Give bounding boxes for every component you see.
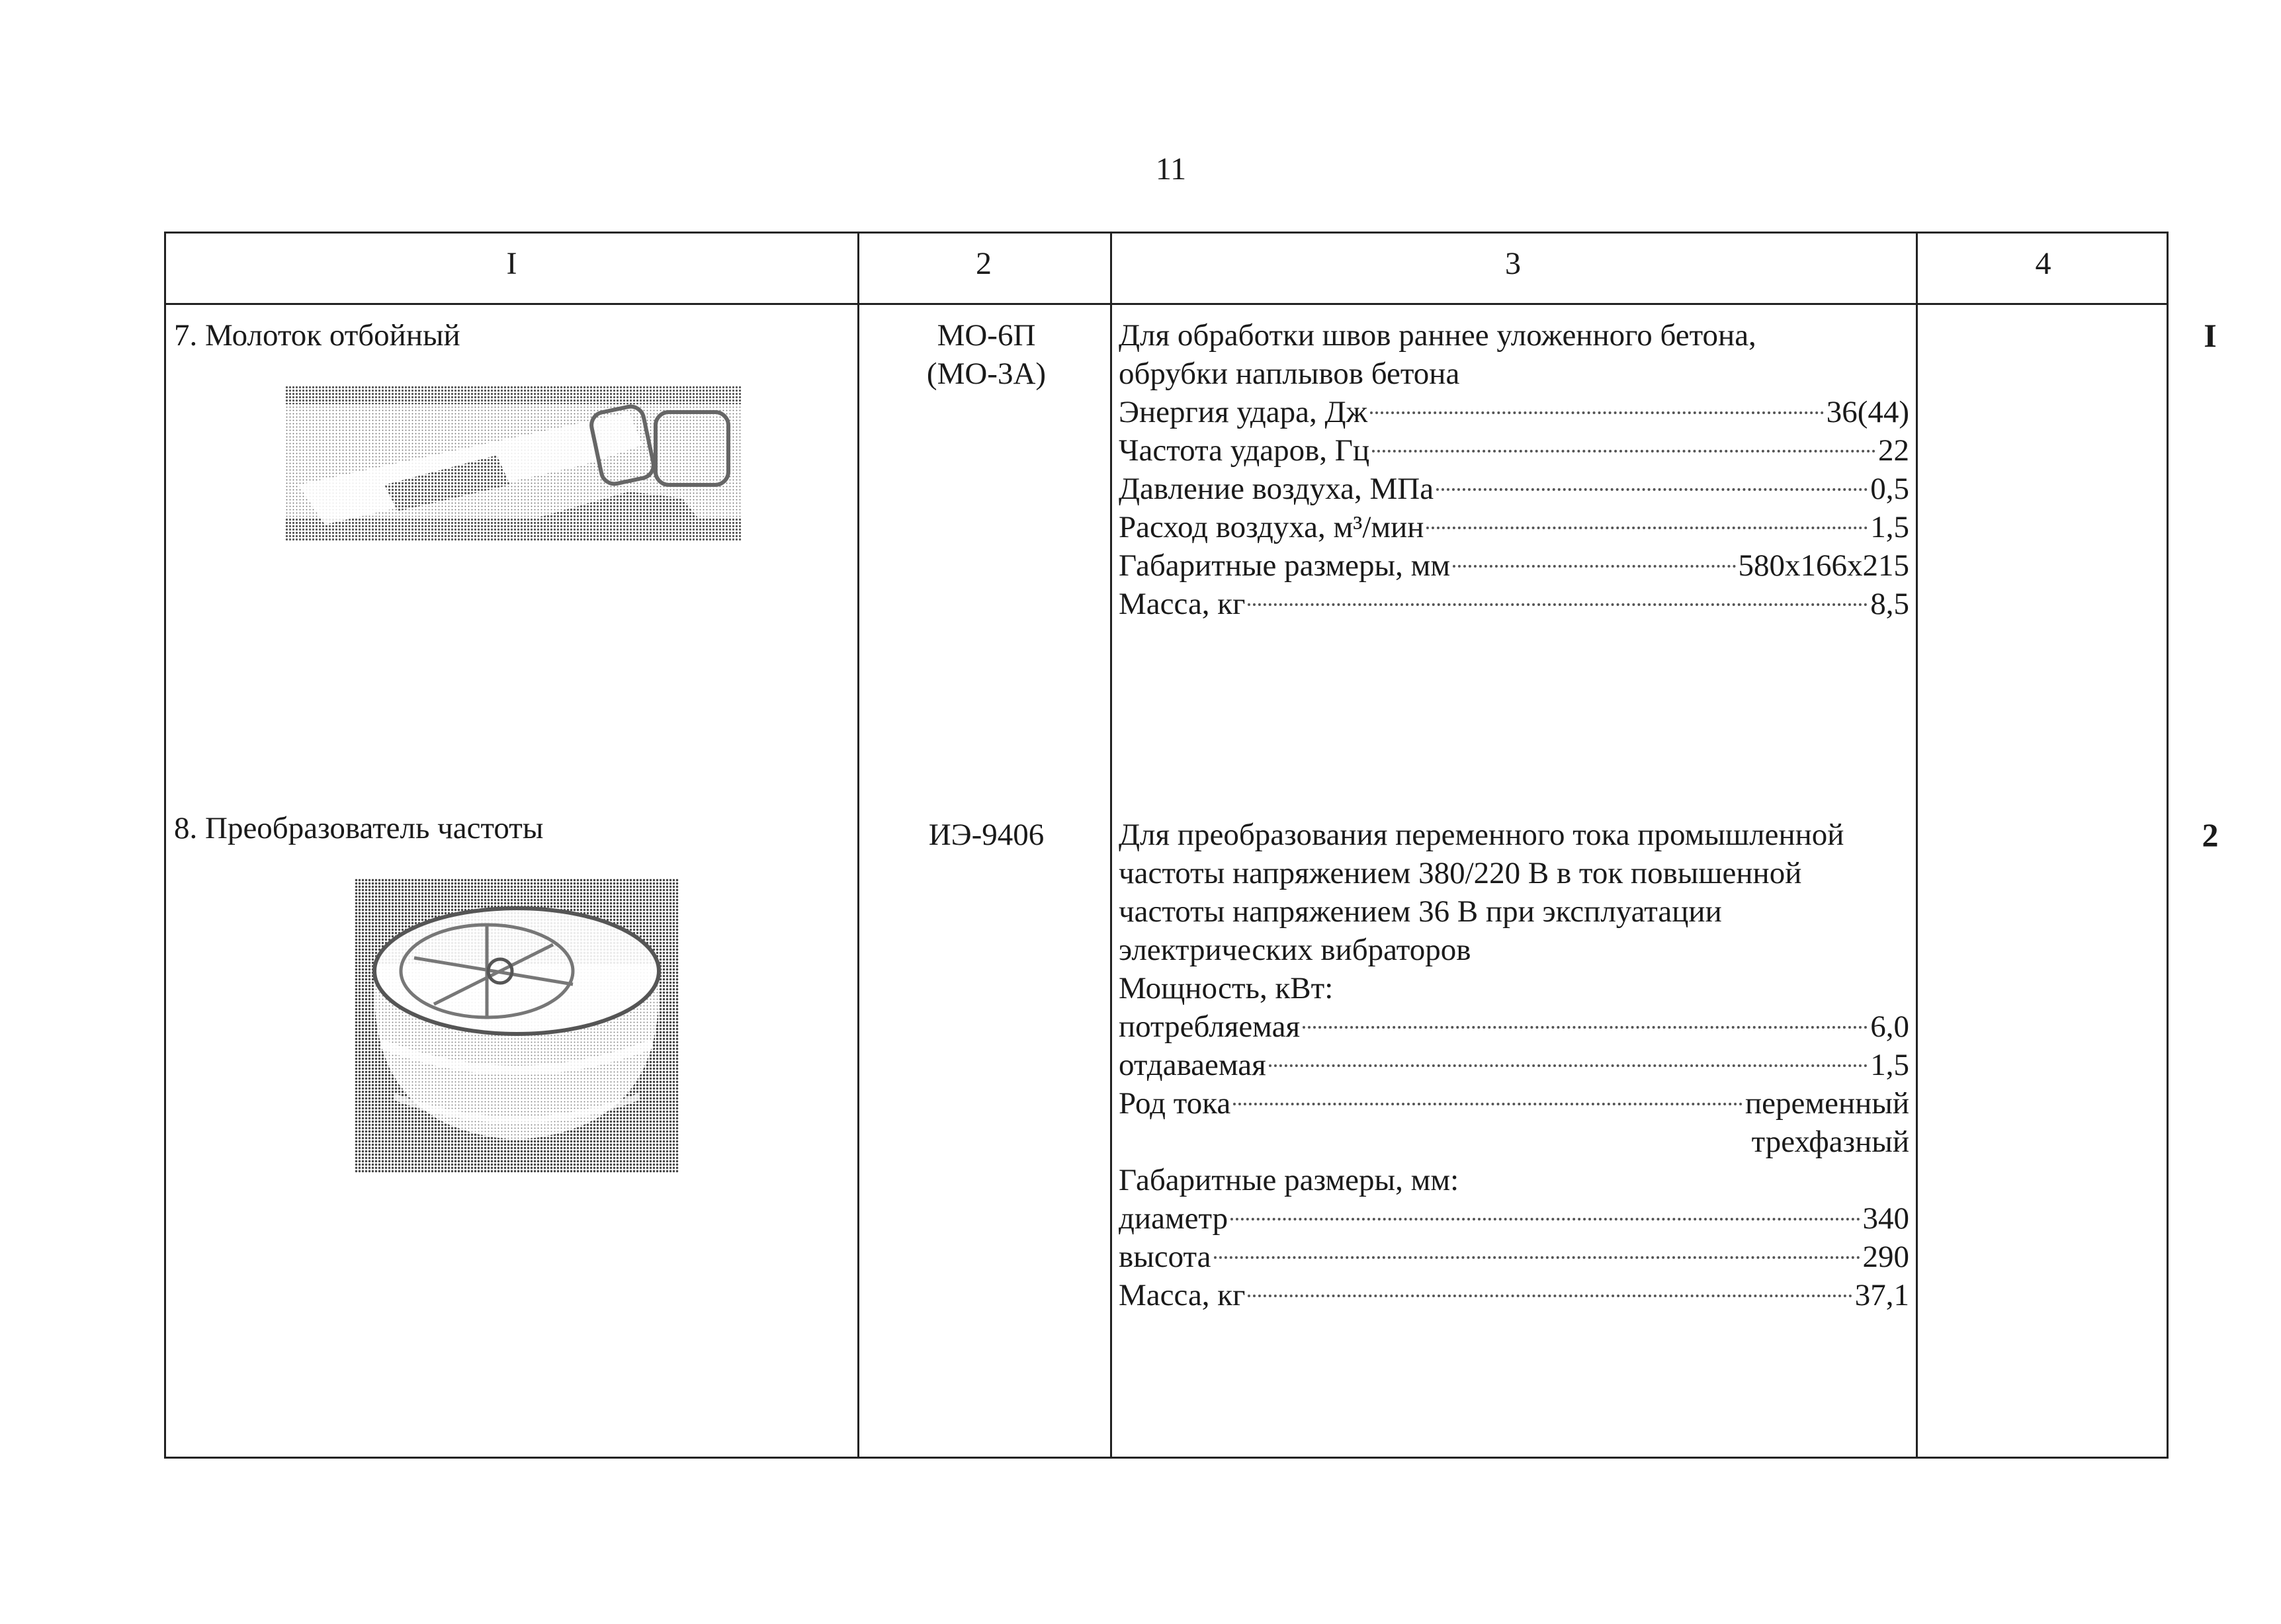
spec-value: 1,5 (1870, 510, 1909, 544)
column-divider (857, 234, 859, 1457)
item-model-8 (861, 816, 1112, 854)
spec-label: высота (1119, 1240, 1211, 1274)
purpose-line: частоты напряжением 380/220 В в ток повышенной (1119, 856, 1802, 890)
purpose-line: Для преобразования переменного тока промышленной (1119, 818, 1844, 852)
spec-label: Масса, кг (1119, 587, 1246, 621)
spec-row (1119, 1084, 1909, 1123)
spec-label: потребляемая (1119, 1009, 1301, 1044)
purpose-line: Для обработки швов раннее уложенного бетона, (1119, 318, 1756, 353)
leader-dots (1453, 538, 1735, 568)
leader-dots (1248, 577, 1868, 606)
header-col-2: 2 (976, 246, 992, 281)
spec-value: 8,5 (1870, 587, 1909, 621)
header-divider (166, 303, 2167, 305)
spec-value: 1,5 (1870, 1048, 1909, 1082)
item-model-7 (861, 316, 1112, 393)
model-line: (МО-3А) (926, 357, 1047, 391)
leader-dots (1230, 1191, 1860, 1220)
leader-dots (1233, 1076, 1743, 1105)
spec-value: 580х166х215 (1738, 548, 1909, 583)
model-line: МО-6П (937, 318, 1036, 353)
power-heading: Мощность, кВт: (1119, 971, 1334, 1005)
spec-row (1119, 1276, 1909, 1314)
spec-value: 6,0 (1870, 1009, 1909, 1044)
item-desc-7 (1119, 316, 1909, 623)
leader-dots (1269, 1038, 1868, 1067)
spec-label: Частота ударов, Гц (1119, 433, 1370, 468)
equipment-table (164, 232, 2219, 1459)
spec-value: 36(44) (1826, 395, 1909, 429)
item-group-8: 2 (2202, 816, 2219, 853)
hammer-photo (285, 386, 742, 541)
spec-label: Род тока (1119, 1086, 1231, 1121)
item-name-7: 7. Молоток отбойный (174, 318, 460, 353)
dims-heading: Габаритные размеры, мм: (1119, 1163, 1459, 1197)
leader-dots (1370, 385, 1824, 414)
purpose-line: электрических вибраторов (1119, 933, 1471, 967)
spec-value: 290 (1862, 1240, 1909, 1274)
purpose-line: обрубки наплывов бетона (1119, 357, 1460, 391)
item-desc-8 (1119, 816, 1909, 1314)
current-type-continuation: трехфазный (1751, 1125, 1909, 1159)
converter-photo (355, 878, 679, 1173)
spec-label: Масса, кг (1119, 1278, 1246, 1312)
model-line: ИЭ-9406 (928, 818, 1045, 852)
column-divider (1916, 234, 1918, 1457)
spec-label: Давление воздуха, МПа (1119, 472, 1434, 506)
spec-label: Габаритные размеры, мм (1119, 548, 1451, 583)
spec-label: Энергия удара, Дж (1119, 395, 1368, 429)
leader-dots (1303, 1000, 1868, 1029)
purpose-line: частоты напряжением 36 В при эксплуатации (1119, 894, 1722, 929)
leader-dots (1248, 1268, 1852, 1297)
spec-value: 340 (1862, 1201, 1909, 1236)
spec-label: Расход воздуха, м³/мин (1119, 510, 1424, 544)
spec-label: диаметр (1119, 1201, 1228, 1236)
page-number: 11 (1155, 151, 1187, 187)
leader-dots (1214, 1230, 1860, 1259)
item-group-7: I (2204, 317, 2217, 354)
spec-value: 22 (1878, 433, 1909, 468)
header-col-1: I (506, 246, 517, 281)
leader-dots (1426, 500, 1868, 529)
spec-value: 0,5 (1870, 472, 1909, 506)
leader-dots (1372, 423, 1875, 452)
header-col-4: 4 (2035, 246, 2051, 281)
header-col-3: 3 (1505, 246, 1521, 281)
spec-row (1119, 585, 1909, 623)
spec-label: отдаваемая (1119, 1048, 1266, 1082)
spec-value: переменный (1744, 1086, 1909, 1121)
item-name-8: 8. Преобразователь частоты (174, 811, 544, 845)
spec-value: 37,1 (1854, 1278, 1909, 1312)
leader-dots (1436, 462, 1868, 491)
